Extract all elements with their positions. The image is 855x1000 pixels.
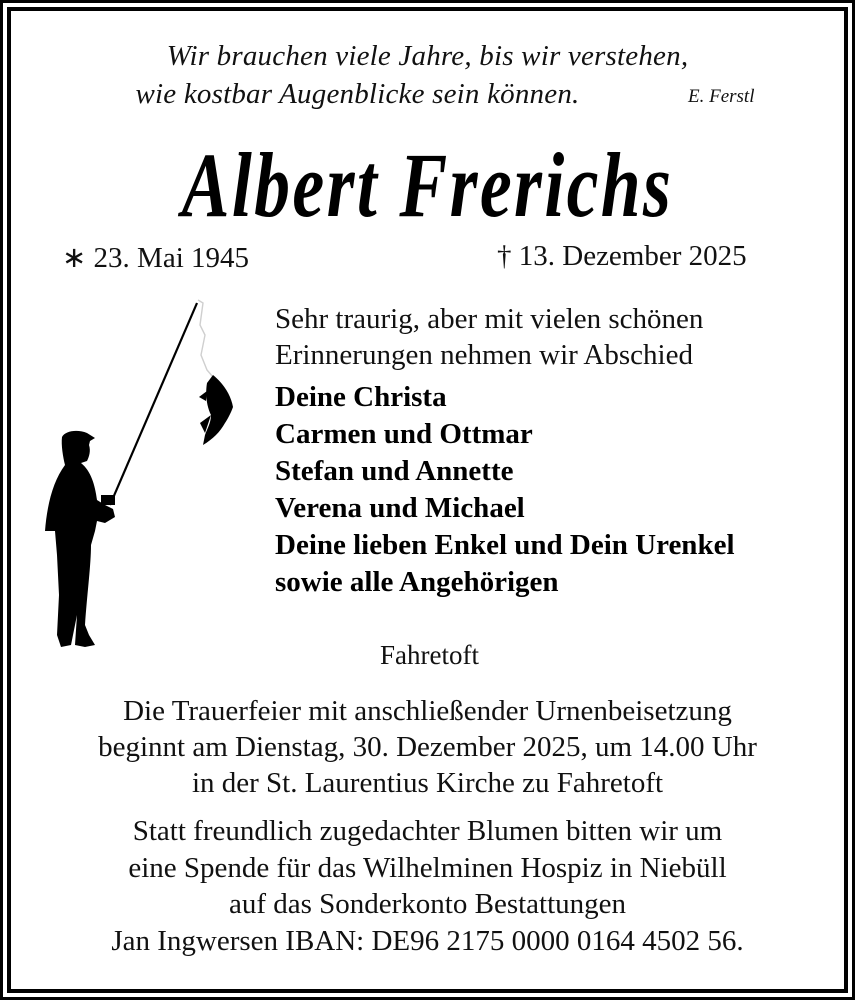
donation-line-1: Statt freundlich zugedachter Blumen bitten wir um (132, 815, 723, 847)
intro-line-1: Sehr traurig, aber mit vielen schönen (275, 303, 704, 335)
quote-line-2: wie kostbar Augenblicke sein können. (135, 78, 580, 110)
fisherman-silhouette-icon (35, 295, 235, 675)
donation-line-3: auf das Sonderkonto Bestattungen (228, 888, 627, 920)
mourner-2: Carmen und Ottmar (275, 418, 533, 450)
intro-line-2: Erinnerungen nehmen wir Abschied (275, 339, 693, 371)
mourner-5: Deine lieben Enkel und Dein Urenkel (275, 529, 735, 561)
ceremony-line-2: beginnt am Dienstag, 30. Dezember 2025, um 14.00 Uhr (98, 731, 757, 763)
donation-line-2: eine Spende für das Wilhelminen Hospiz in Niebüll (128, 852, 727, 884)
mourner-6: sowie alle Angehörigen (275, 566, 559, 598)
mourner-3: Stefan und Annette (275, 455, 514, 487)
deceased-name: Albert Frerichs (181, 134, 674, 236)
donation-line-4-iban: Jan Ingwersen IBAN: DE96 2175 0000 0164 4502 56. (111, 925, 744, 957)
ceremony-line-3: in der St. Laurentius Kirche zu Fahretoft (191, 767, 664, 799)
mourner-1: Deine Christa (275, 381, 447, 413)
quote-author: E. Ferstl (688, 86, 755, 107)
ceremony-line-1: Die Trauerfeier mit anschließender Urnenbeisetzung (123, 695, 732, 727)
mourner-4: Verena und Michael (275, 492, 525, 524)
death-date: † 13. Dezember 2025 (497, 240, 747, 272)
quote-line-1: Wir brauchen viele Jahre, bis wir verstehen, (166, 40, 689, 72)
birth-date: ∗ 23. Mai 1945 (62, 242, 250, 274)
place: Fahretoft (380, 640, 479, 670)
